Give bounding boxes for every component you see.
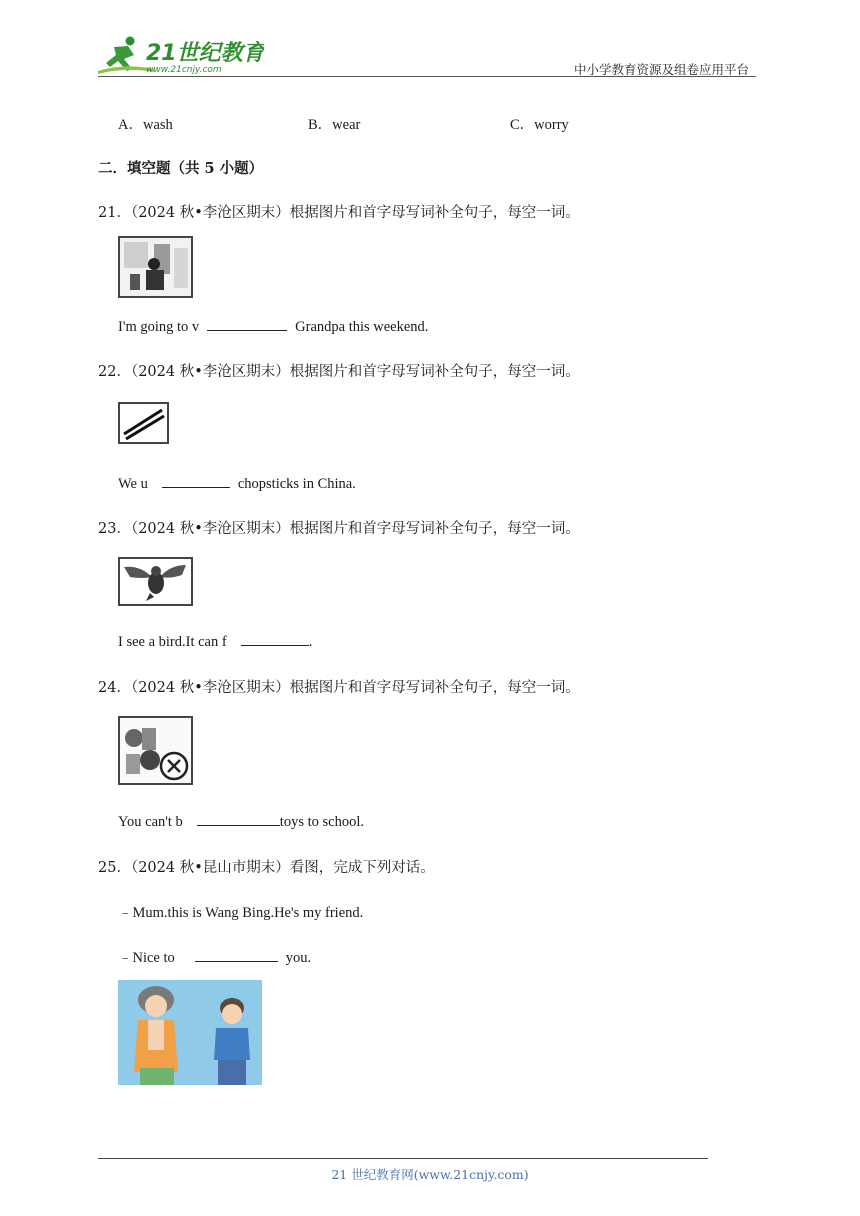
question-24-stem: 24．（2024 秋•李沧区期末）根据图片和首字母写词补全句子，每空一词。 [98, 680, 580, 696]
question-25-sentence: ﹣Nice to you. [118, 946, 311, 967]
option-b: B．wear [308, 117, 361, 133]
answer-blank[interactable] [197, 811, 280, 826]
question-25-image [118, 980, 262, 1085]
header-platform-text: 中小学教育资源及组卷应用平台 [574, 62, 750, 77]
answer-blank[interactable] [162, 473, 230, 488]
question-21-sentence: I'm going to v Grandpa this weekend. [118, 316, 428, 336]
question-22-stem: 22．（2024 秋•李沧区期末）根据图片和首字母写词补全句子，每空一词。 [98, 364, 580, 380]
answer-blank[interactable] [195, 947, 278, 962]
runner-logo-icon [94, 33, 264, 77]
footer-text[interactable]: 21 世纪教育网(www.21cnjy.com) [331, 1167, 529, 1182]
header-divider [98, 76, 756, 77]
question-22-image [118, 402, 169, 444]
option-c: C．worry [510, 117, 569, 133]
question-24-image [118, 716, 193, 785]
option-a: A．wash [118, 117, 173, 133]
svg-text:21世纪教育: 21世纪教育 [146, 41, 264, 66]
answer-blank[interactable] [241, 631, 309, 646]
question-23-sentence: I see a bird.It can f . [118, 631, 312, 651]
chopsticks-icon [120, 404, 167, 442]
footer-divider [98, 1158, 708, 1159]
svg-text:www.21cnjy.com: www.21cnjy.com [146, 65, 222, 75]
question-25-stem: 25．（2024 秋•昆山市期末）看图，完成下列对话。 [98, 860, 435, 876]
section-title: 二．填空题（共 5 小题） [98, 160, 264, 177]
question-22-sentence: We u chopsticks in China. [118, 473, 356, 493]
bird-icon [120, 559, 191, 604]
answer-blank[interactable] [207, 316, 287, 331]
question-24-sentence: You can't b toys to school. [118, 811, 364, 831]
logo [94, 33, 264, 77]
question-25-dialogue-line1: ﹣Mum.this is Wang Bing.He's my friend. [118, 905, 364, 921]
question-23-stem: 23．（2024 秋•李沧区期末）根据图片和首字母写词补全句子，每空一词。 [98, 521, 580, 537]
question-23-image [118, 557, 193, 606]
question-21-stem: 21．（2024 秋•李沧区期末）根据图片和首字母写词补全句子，每空一词。 [98, 205, 580, 221]
question-21-image [118, 236, 193, 298]
